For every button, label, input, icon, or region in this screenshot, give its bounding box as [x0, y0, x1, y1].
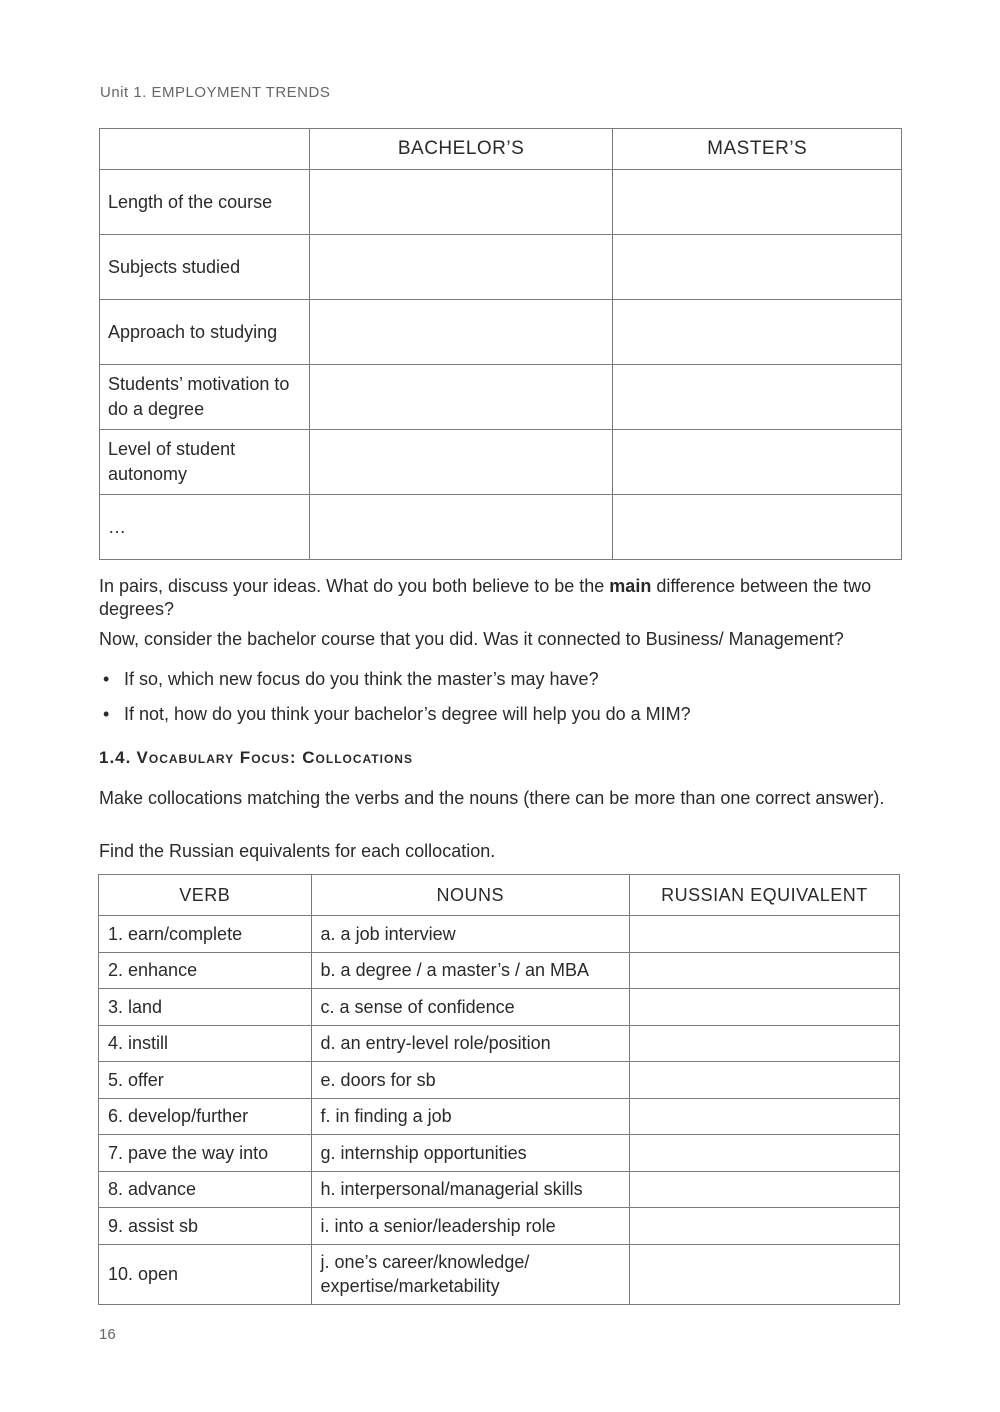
section-title: Vocabulary Focus: Collocations: [136, 748, 413, 767]
bullet-icon: •: [103, 704, 110, 724]
instruction-collocations: Make collocations matching the verbs and the nouns (there can be more than one correct answer).: [99, 788, 885, 808]
bachelor-question: Now, consider the bachelor course that you did. Was it connected to Business/ Management?: [99, 629, 844, 649]
verb-cell: 2. enhance: [99, 952, 312, 989]
table-row: [100, 430, 902, 495]
verb-cell: 1. earn/complete: [99, 916, 312, 953]
noun-cell: h. interpersonal/managerial skills: [311, 1171, 629, 1208]
noun-cell: g. internship opportunities: [311, 1135, 629, 1172]
bachelors-cell[interactable]: [309, 235, 613, 300]
table-row: [99, 1135, 900, 1172]
noun-cell: d. an entry-level role/position: [311, 1025, 629, 1062]
russian-cell[interactable]: [629, 1135, 899, 1172]
comparison-table: [99, 128, 902, 560]
table-row: [100, 300, 902, 365]
column-header-nouns: NOUNS: [311, 875, 629, 916]
russian-cell[interactable]: [629, 1208, 899, 1245]
verb-cell: 4. instill: [99, 1025, 312, 1062]
table-row: [99, 1062, 900, 1099]
verb-cell: 8. advance: [99, 1171, 312, 1208]
masters-cell[interactable]: [613, 170, 902, 235]
table-row: [99, 1244, 900, 1304]
russian-cell[interactable]: [629, 1062, 899, 1099]
russian-cell[interactable]: [629, 989, 899, 1026]
masters-cell[interactable]: [613, 300, 902, 365]
bachelors-cell[interactable]: [309, 365, 613, 430]
russian-cell[interactable]: [629, 952, 899, 989]
running-head: Unit 1. EMPLOYMENT TRENDS: [100, 84, 331, 101]
comparison-header-row: [100, 129, 902, 170]
vocabulary-table: [98, 874, 900, 1305]
table-row: [99, 1171, 900, 1208]
table-row: [99, 1025, 900, 1062]
verb-cell: 10. open: [99, 1244, 312, 1304]
noun-cell: f. in finding a job: [311, 1098, 629, 1135]
discussion-text-end: difference between the two degrees?: [99, 576, 872, 619]
verb-cell: 5. offer: [99, 1062, 312, 1099]
table-row: [99, 916, 900, 953]
russian-cell[interactable]: [629, 1171, 899, 1208]
page-number: 16: [99, 1326, 116, 1343]
row-label: Approach to studying: [100, 300, 310, 365]
noun-cell: j. one’s career/knowledge/ expertise/marketability: [311, 1244, 629, 1304]
column-header-masters: MASTER’S: [613, 129, 902, 170]
table-row: [100, 170, 902, 235]
noun-cell: c. a sense of confidence: [311, 989, 629, 1026]
bachelors-cell[interactable]: [309, 170, 613, 235]
bachelors-cell[interactable]: [309, 300, 613, 365]
russian-cell[interactable]: [629, 916, 899, 953]
bullet-icon: •: [103, 669, 110, 689]
noun-cell: a. a job interview: [311, 916, 629, 953]
verb-cell: 6. develop/further: [99, 1098, 312, 1135]
noun-cell: b. a degree / a master’s / an MBA: [311, 952, 629, 989]
table-row: [100, 495, 902, 560]
table-row: [100, 365, 902, 430]
list-item-text: If so, which new focus do you think the master’s may have?: [124, 669, 599, 689]
discussion-paragraph: [99, 575, 901, 621]
row-label: …: [100, 495, 310, 560]
row-label: Subjects studied: [100, 235, 310, 300]
russian-cell[interactable]: [629, 1025, 899, 1062]
verb-cell: 7. pave the way into: [99, 1135, 312, 1172]
russian-cell[interactable]: [629, 1098, 899, 1135]
table-row: [99, 1098, 900, 1135]
table-row: [99, 989, 900, 1026]
noun-cell: e. doors for sb: [311, 1062, 629, 1099]
bullet-list: [99, 668, 899, 738]
list-item: [99, 668, 899, 691]
bachelors-cell[interactable]: [309, 430, 613, 495]
masters-cell[interactable]: [613, 430, 902, 495]
column-header-bachelors: BACHELOR’S: [309, 129, 613, 170]
bachelors-cell[interactable]: [309, 495, 613, 560]
row-label: Length of the course: [100, 170, 310, 235]
instruction-russian: Find the Russian equivalents for each collocation.: [99, 841, 496, 861]
masters-cell[interactable]: [613, 495, 902, 560]
russian-cell[interactable]: [629, 1244, 899, 1304]
section-heading: [99, 748, 413, 768]
verb-cell: 3. land: [99, 989, 312, 1026]
discussion-text: In pairs, discuss your ideas. What do you both believe to be the: [99, 576, 610, 596]
table-row: [100, 235, 902, 300]
column-header-blank: [100, 129, 310, 170]
masters-cell[interactable]: [613, 235, 902, 300]
section-number: 1.4.: [99, 748, 132, 767]
emphasis-main: main: [609, 576, 652, 596]
row-label: Students’ motivation to do a degree: [100, 365, 310, 430]
verb-cell: 9. assist sb: [99, 1208, 312, 1245]
noun-cell: i. into a senior/leadership role: [311, 1208, 629, 1245]
table-row: [99, 1208, 900, 1245]
list-item-text: If not, how do you think your bachelor’s degree will help you do a MIM?: [124, 704, 691, 724]
row-label: Level of student autonomy: [100, 430, 310, 495]
vocab-header-row: [99, 875, 900, 916]
masters-cell[interactable]: [613, 365, 902, 430]
table-row: [99, 952, 900, 989]
list-item: [99, 703, 899, 726]
column-header-verb: VERB: [99, 875, 312, 916]
column-header-russian: RUSSIAN EQUIVALENT: [629, 875, 899, 916]
